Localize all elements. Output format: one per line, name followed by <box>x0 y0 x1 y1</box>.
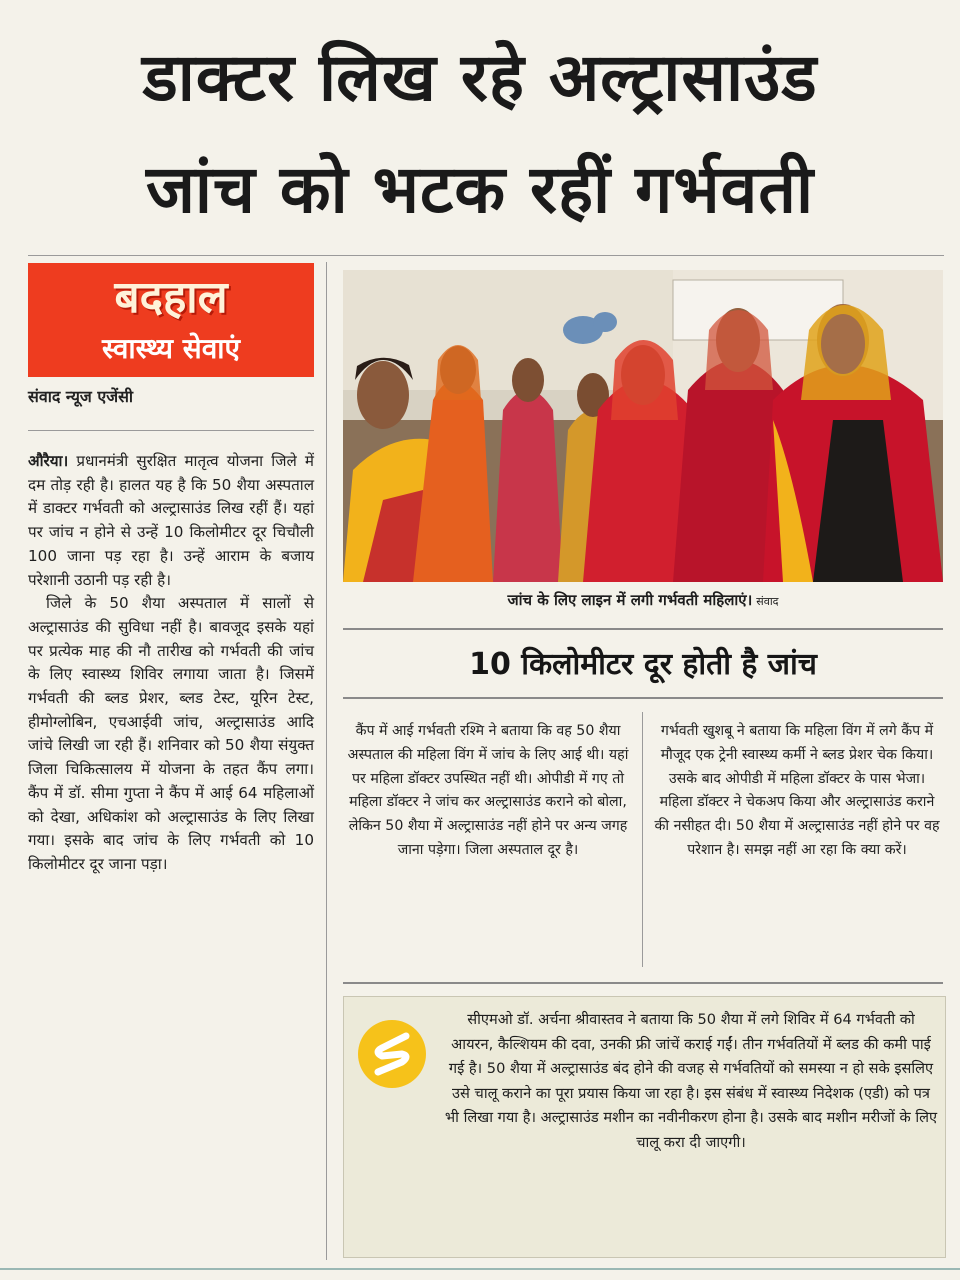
caption-credit: संवाद <box>756 595 779 608</box>
left-column-article <box>28 450 314 877</box>
left-para-2: जिले के 50 शैया अस्पताल में सालों से अल्ट्रासाउंड की सुविधा नहीं है। बावजूद इसके यहां पर प्रत्येक माह की नौ तारीख को गर्भवती की जांच के लिए स्वास्थ्य शिविर लगाया जाता है। जिसमें गर्भवती की ब्लड प्रेशर, ब्लड टेस्ट, यूरिन टेस्ट, हीमोग्लोबिन, एचआईवी जांच, अल्ट्रासाउंड आदि जांचे लिखी जा रही हैं। शनिवार को 50 शैया संयुक्त जिला चिकित्सालय में योजना के तहत कैंप लगा। कैंप में डॉ. सीमा गुप्ता ने कैंप में आई 64 महिलाओं को देखा, अधिकांश को अल्ट्रासाउंड के लिए लिखा गया। इसके बाद जांच के लिए गर्भवती को 10 किलोमीटर दूर जाना पड़ा। <box>28 594 314 873</box>
byline-divider <box>28 430 314 431</box>
left-para-1 <box>28 450 314 592</box>
subhead-bottom-rule <box>343 697 943 699</box>
kicker-line-1: बदहाल <box>114 272 228 323</box>
page-bottom-rule <box>0 1268 960 1270</box>
middle-column-article: कैंप में आई गर्भवती रश्मि ने बताया कि वह 50 शैया अस्पताल की महिला विंग में जांच के लिए आई थी। यहां पर महिला डॉक्टर उपस्थित नहीं थी। ओपीडी में गए तो महिला डॉक्टर ने जांच कर अल्ट्रासाउंड कराने को बोला, लेकिन 50 शैया में अल्ट्रासाउंड नहीं होने पर अन्य जगह जाना पड़ेगा। जिला अस्पताल दूर है। <box>347 723 629 858</box>
left-para-1-text: प्रधानमंत्री सुरक्षित मातृत्व योजना जिले में दम तोड़ रही है। हालत यह है कि 50 शैया अस्पताल में डाक्टर गर्भवती को अल्ट्रासाउंड लिख रहीं हैं। यहां पर जांच न होने से उन्हें 10 किलोमीटर दूर चिचौली 100 जाना पड़ रहा है। उन्हें आराम के बजाय परेशानी उठानी पड़ रही है। <box>28 452 315 589</box>
byline: संवाद न्यूज एजेंसी <box>28 387 134 406</box>
subheading: 10 किलोमीटर दूर होती है जांच <box>469 647 817 682</box>
headline-divider <box>28 255 944 256</box>
photo-caption <box>343 590 943 610</box>
cmo-statement-body: सीएमओ डॉ. अर्चना श्रीवास्तव ने बताया कि 50 शैया में लगे शिविर में 64 गर्भवती को आयरन, कैल्शियम की दवा, उनकी फ्री जांचें कराई गईं। तीन गर्भवतियों में ब्लड की कमी पाई गई है। 50 शैया में अल्ट्रासाउंड बंद होने की वजह से गर्भवतियों को समस्या न हो सके इसलिए उसे चालू कराने का पूरा प्रयास किया जा रहा है। इस संबंध में स्वास्थ्य निदेशक (एडी) को पत्र भी लिखा गया है। अल्ट्रासाउंड मशीन का नवीनीकरण होना है। उसके बाद मशीन मरीजों के लिए चालू करा दी जाएगी। <box>444 1011 938 1151</box>
subhead-top-rule <box>343 628 943 630</box>
cmo-statement-text <box>350 1008 938 1156</box>
headline-line-2: जांच को भटक रहीं गर्भवती <box>145 151 815 228</box>
column-divider-left <box>326 262 327 1260</box>
right-column-article: गर्भवती खुशबू ने बताया कि महिला विंग में लगे कैंप में मौजूद एक ट्रेनी स्वास्थ्य कर्मी ने ब्लड प्रेशर चेक किया। उसके बाद ओपीडी में महिला डॉक्टर के पास भेजा। महिला डॉक्टर ने चेकअप किया और अल्ट्रासाउंड कराने की नसीहत दी। 50 शैया में अल्ट्रासाउंड नहीं होने पर वह परेशान है। समझ नहीं आ रहा कि क्या करें। <box>654 723 940 858</box>
section-kicker <box>28 263 314 377</box>
women-queue-photo <box>343 270 943 582</box>
box-top-rule <box>343 982 943 984</box>
headline-line-1: डाक्टर लिख रहे अल्ट्रासाउंड <box>142 39 818 116</box>
caption-text: जांच के लिए लाइन में लगी गर्भवती महिलाएं। <box>507 591 753 609</box>
dateline: औरैया। <box>28 452 69 470</box>
kicker-line-2: स्वास्थ्य सेवाएं <box>101 332 241 365</box>
news-photo <box>343 270 943 582</box>
column-divider-right <box>642 712 643 967</box>
